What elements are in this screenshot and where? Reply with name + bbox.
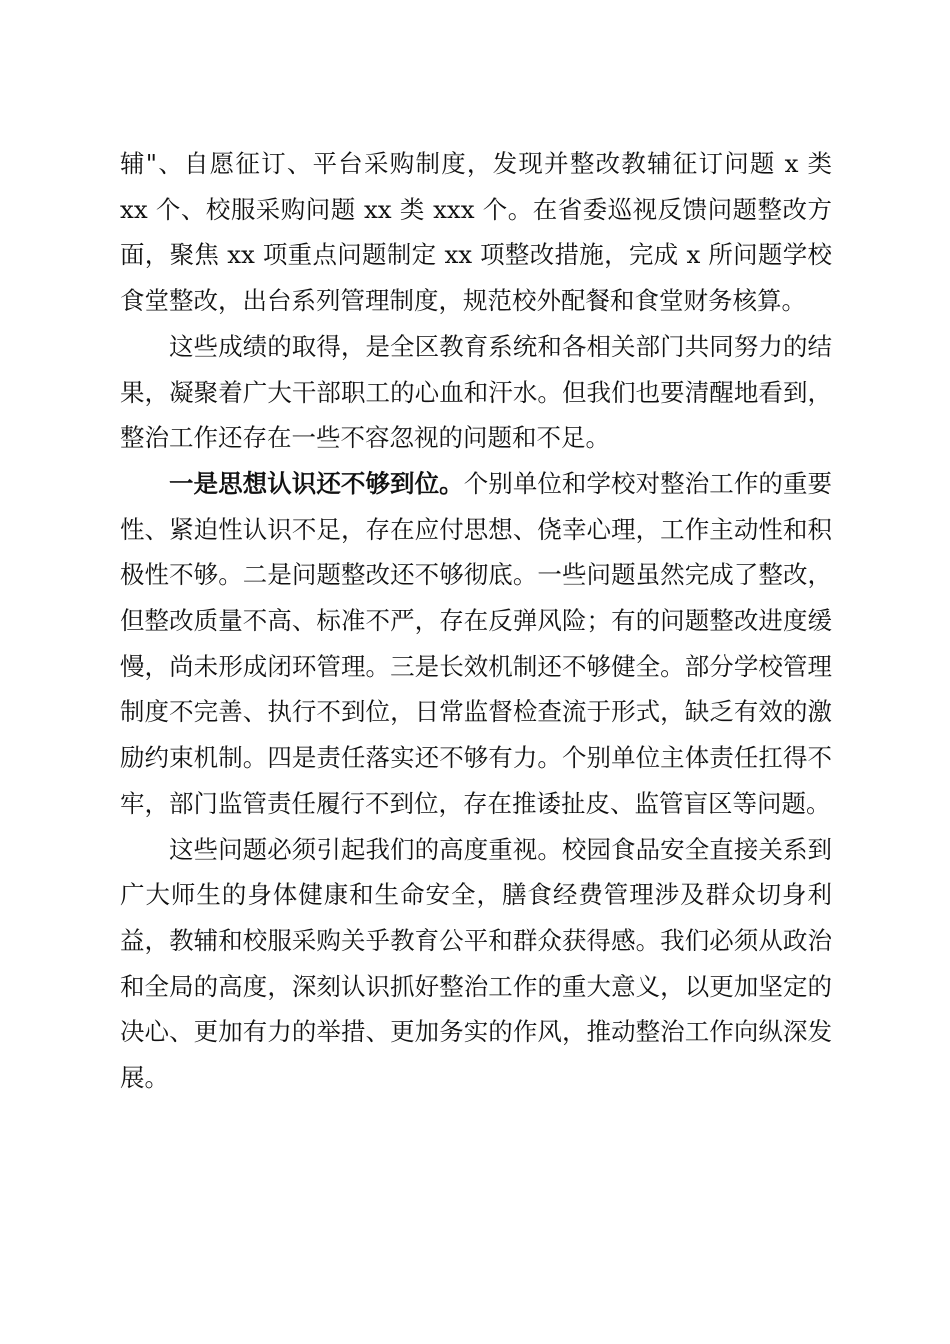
paragraph-text: 这些成绩的取得，是全区教育系统和各相关部门共同努力的结果，凝聚着广大干部职工的心血和汗水。但我们也要清醒地看到，整治工作还存在一些不容忽视的问题和不足。 [120,331,832,453]
paragraph-lead-heading: 一是思想认识还不够到位。 [169,468,464,498]
paragraph-significance [120,827,832,1101]
paragraph-continued [120,141,832,324]
paragraph-text: 辅"、自愿征订、平台采购制度，发现并整改教辅征订问题 x 类 xx 个、校服采购问题 xx 类 xxx 个。在省委巡视反馈问题整改方面，聚焦 xx 项重点问题制定 xx 项整改措施，完成 x 所问题学校食堂整改，出台系列管理制度，规范校外配餐和食堂财务核算。 [120,149,832,316]
paragraph-text: 个别单位和学校对整治工作的重要性、紧迫性认识不足，存在应付思想、侥幸心理，工作主动性和积极性不够。二是问题整改还不够彻底。一些问题虽然完成了整改，但整改质量不高、标准不严，存在反弹风险；有的问题整改进度缓慢，尚未形成闭环管理。三是长效机制还不够健全。部分学校管理制度不完善、执行不到位，日常监督检查流于形式，缺乏有效的激励约束机制。四是责任落实还不够有力。个别单位主体责任扛得不牢，部门监管责任履行不到位，存在推诿扯皮、监管盲区等问题。 [120,468,833,818]
paragraph-text: 这些问题必须引起我们的高度重视。校园食品安全直接关系到广大师生的身体健康和生命安全，膳食经费管理涉及群众切身利益，教辅和校服采购关乎教育公平和群众获得感。我们必须从政治和全局的高度，深刻认识抓好整治工作的重大意义，以更加坚定的决心、更加有力的举措、更加务实的作风，推动整治工作向纵深发展。 [120,834,832,1093]
document-body [120,141,832,1101]
paragraph-achievements [120,324,832,461]
paragraph-problems [120,461,832,827]
